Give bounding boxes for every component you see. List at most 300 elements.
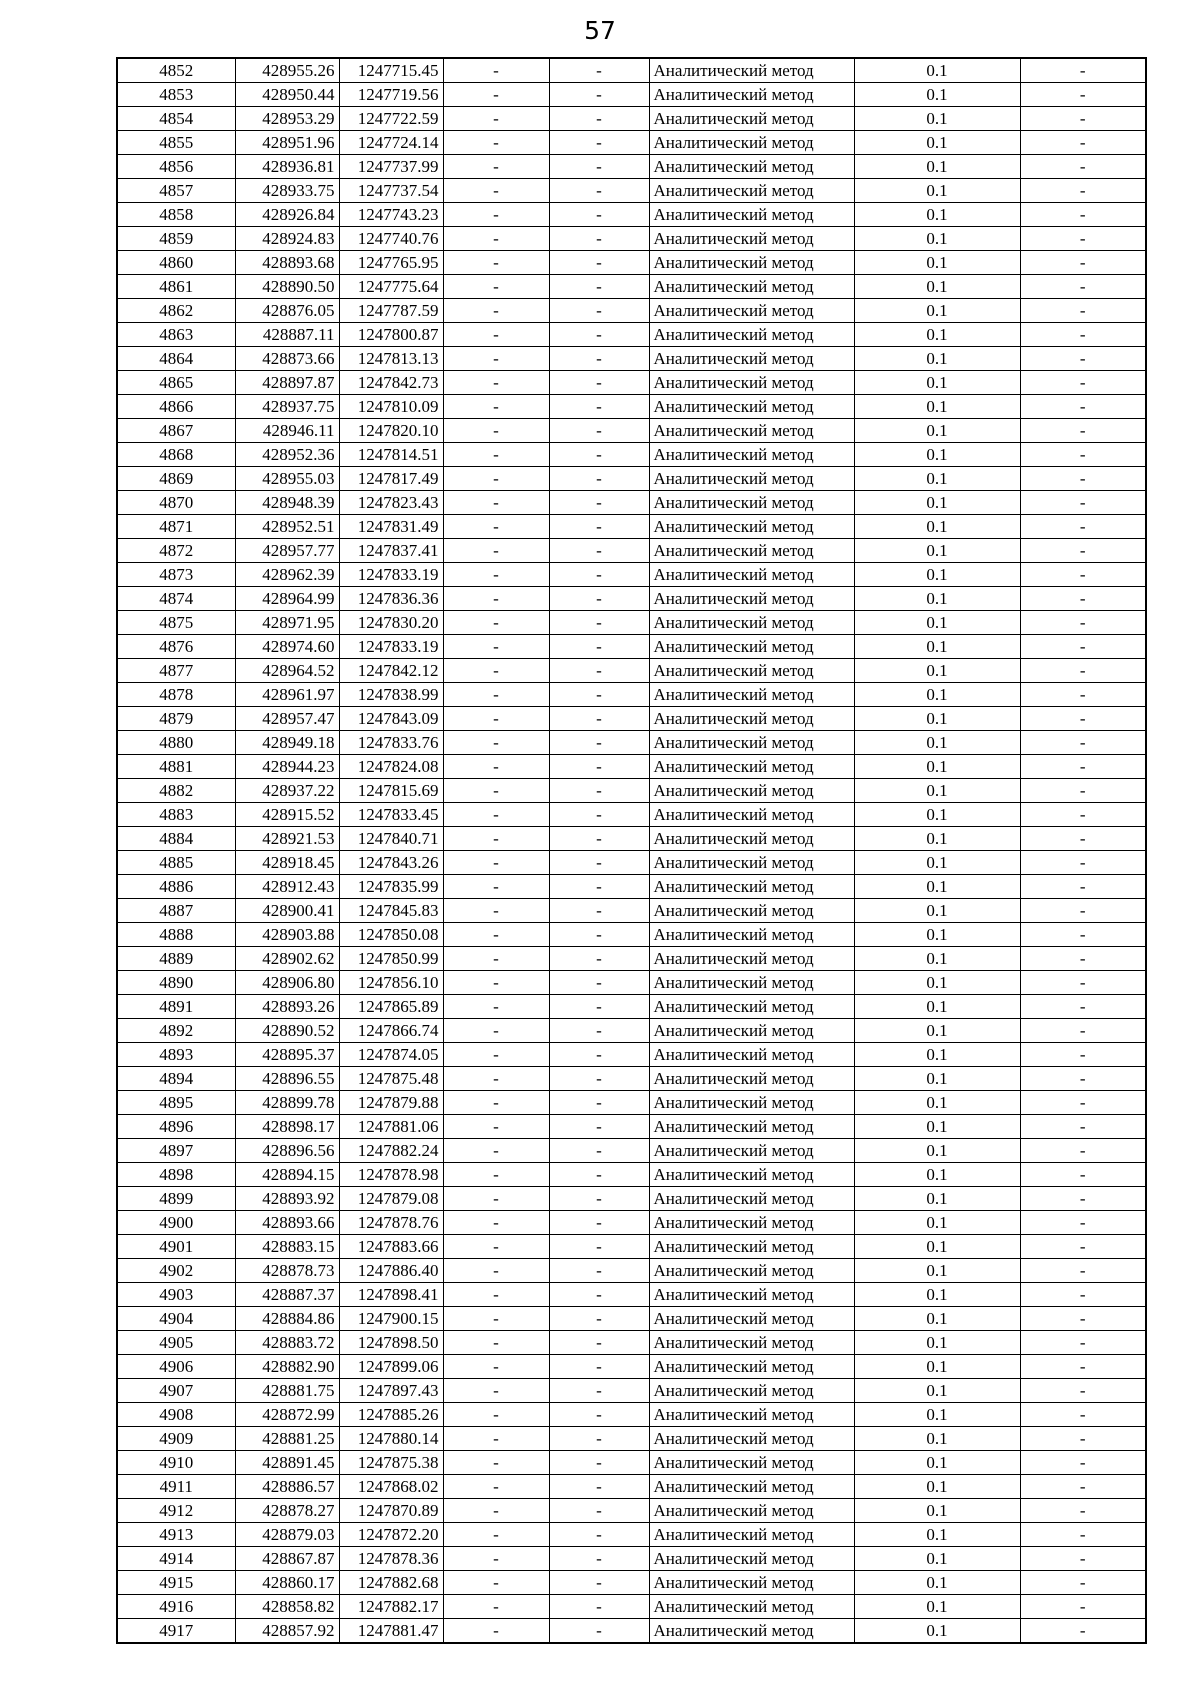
accuracy-cell: 0.1 [854,1091,1020,1115]
accuracy-cell: 0.1 [854,1259,1020,1283]
x-coordinate-cell: 428860.17 [235,1571,339,1595]
table-row [117,779,1146,803]
empty-cell: - [549,1307,649,1331]
point-number-cell: 4902 [117,1259,235,1283]
empty-cell: - [443,755,549,779]
table-row [117,227,1146,251]
method-cell: Аналитический метод [649,515,854,539]
empty-cell: - [549,179,649,203]
accuracy-cell: 0.1 [854,1115,1020,1139]
table-row [117,899,1146,923]
y-coordinate-cell: 1247882.68 [339,1571,443,1595]
method-cell: Аналитический метод [649,275,854,299]
x-coordinate-cell: 428887.11 [235,323,339,347]
method-cell: Аналитический метод [649,875,854,899]
x-coordinate-cell: 428948.39 [235,491,339,515]
empty-cell: - [1020,995,1146,1019]
empty-cell: - [1020,1139,1146,1163]
method-cell: Аналитический метод [649,1067,854,1091]
empty-cell: - [443,563,549,587]
empty-cell: - [443,1115,549,1139]
x-coordinate-cell: 428876.05 [235,299,339,323]
method-cell: Аналитический метод [649,491,854,515]
empty-cell: - [1020,371,1146,395]
table-row [117,467,1146,491]
accuracy-cell: 0.1 [854,755,1020,779]
x-coordinate-cell: 428878.27 [235,1499,339,1523]
accuracy-cell: 0.1 [854,587,1020,611]
empty-cell: - [443,1043,549,1067]
y-coordinate-cell: 1247878.98 [339,1163,443,1187]
empty-cell: - [443,58,549,83]
y-coordinate-cell: 1247885.26 [339,1403,443,1427]
x-coordinate-cell: 428937.75 [235,395,339,419]
empty-cell: - [1020,851,1146,875]
table-row [117,107,1146,131]
x-coordinate-cell: 428886.57 [235,1475,339,1499]
point-number-cell: 4856 [117,155,235,179]
y-coordinate-cell: 1247833.19 [339,563,443,587]
point-number-cell: 4879 [117,707,235,731]
accuracy-cell: 0.1 [854,58,1020,83]
empty-cell: - [443,1475,549,1499]
accuracy-cell: 0.1 [854,371,1020,395]
empty-cell: - [549,707,649,731]
table-row [117,707,1146,731]
point-number-cell: 4890 [117,971,235,995]
empty-cell: - [549,923,649,947]
empty-cell: - [443,707,549,731]
accuracy-cell: 0.1 [854,1403,1020,1427]
table-row [117,323,1146,347]
empty-cell: - [1020,155,1146,179]
empty-cell: - [443,1307,549,1331]
empty-cell: - [443,443,549,467]
point-number-cell: 4875 [117,611,235,635]
method-cell: Аналитический метод [649,1379,854,1403]
empty-cell: - [1020,515,1146,539]
empty-cell: - [1020,1571,1146,1595]
point-number-cell: 4913 [117,1523,235,1547]
y-coordinate-cell: 1247737.99 [339,155,443,179]
table-row [117,1043,1146,1067]
table-body [117,58,1146,1643]
empty-cell: - [549,1259,649,1283]
empty-cell: - [549,1355,649,1379]
page-number: 57 [584,16,616,45]
x-coordinate-cell: 428944.23 [235,755,339,779]
y-coordinate-cell: 1247900.15 [339,1307,443,1331]
x-coordinate-cell: 428915.52 [235,803,339,827]
y-coordinate-cell: 1247897.43 [339,1379,443,1403]
empty-cell: - [1020,659,1146,683]
empty-cell: - [1020,179,1146,203]
empty-cell: - [443,1163,549,1187]
point-number-cell: 4916 [117,1595,235,1619]
y-coordinate-cell: 1247881.47 [339,1619,443,1644]
empty-cell: - [549,635,649,659]
y-coordinate-cell: 1247880.14 [339,1427,443,1451]
empty-cell: - [549,731,649,755]
accuracy-cell: 0.1 [854,995,1020,1019]
y-coordinate-cell: 1247715.45 [339,58,443,83]
point-number-cell: 4872 [117,539,235,563]
empty-cell: - [549,323,649,347]
accuracy-cell: 0.1 [854,491,1020,515]
point-number-cell: 4874 [117,587,235,611]
y-coordinate-cell: 1247882.17 [339,1595,443,1619]
x-coordinate-cell: 428887.37 [235,1283,339,1307]
x-coordinate-cell: 428957.77 [235,539,339,563]
empty-cell: - [1020,443,1146,467]
y-coordinate-cell: 1247815.69 [339,779,443,803]
empty-cell: - [443,1139,549,1163]
empty-cell: - [443,899,549,923]
x-coordinate-cell: 428881.75 [235,1379,339,1403]
empty-cell: - [549,875,649,899]
empty-cell: - [1020,203,1146,227]
table-row [117,371,1146,395]
method-cell: Аналитический метод [649,1019,854,1043]
y-coordinate-cell: 1247875.48 [339,1067,443,1091]
empty-cell: - [1020,1595,1146,1619]
empty-cell: - [443,299,549,323]
x-coordinate-cell: 428873.66 [235,347,339,371]
empty-cell: - [1020,803,1146,827]
method-cell: Аналитический метод [649,1163,854,1187]
empty-cell: - [1020,131,1146,155]
empty-cell: - [443,1067,549,1091]
method-cell: Аналитический метод [649,1235,854,1259]
y-coordinate-cell: 1247833.19 [339,635,443,659]
x-coordinate-cell: 428961.97 [235,683,339,707]
empty-cell: - [549,1187,649,1211]
method-cell: Аналитический метод [649,755,854,779]
empty-cell: - [443,923,549,947]
empty-cell: - [1020,539,1146,563]
y-coordinate-cell: 1247737.54 [339,179,443,203]
empty-cell: - [549,1619,649,1644]
y-coordinate-cell: 1247842.73 [339,371,443,395]
empty-cell: - [443,1451,549,1475]
table-row [117,659,1146,683]
empty-cell: - [1020,1331,1146,1355]
empty-cell: - [1020,227,1146,251]
point-number-cell: 4865 [117,371,235,395]
accuracy-cell: 0.1 [854,1475,1020,1499]
accuracy-cell: 0.1 [854,1595,1020,1619]
empty-cell: - [1020,1211,1146,1235]
x-coordinate-cell: 428953.29 [235,107,339,131]
empty-cell: - [443,779,549,803]
method-cell: Аналитический метод [649,371,854,395]
y-coordinate-cell: 1247740.76 [339,227,443,251]
accuracy-cell: 0.1 [854,1139,1020,1163]
table-row [117,1475,1146,1499]
x-coordinate-cell: 428858.82 [235,1595,339,1619]
point-number-cell: 4891 [117,995,235,1019]
y-coordinate-cell: 1247878.76 [339,1211,443,1235]
empty-cell: - [549,299,649,323]
y-coordinate-cell: 1247831.49 [339,515,443,539]
point-number-cell: 4893 [117,1043,235,1067]
empty-cell: - [1020,683,1146,707]
empty-cell: - [549,1547,649,1571]
table-row [117,1211,1146,1235]
accuracy-cell: 0.1 [854,1019,1020,1043]
table-row [117,1619,1146,1644]
point-number-cell: 4914 [117,1547,235,1571]
empty-cell: - [549,971,649,995]
table-row [117,443,1146,467]
empty-cell: - [443,467,549,491]
empty-cell: - [443,1019,549,1043]
table-row [117,203,1146,227]
empty-cell: - [549,251,649,275]
empty-cell: - [1020,491,1146,515]
y-coordinate-cell: 1247870.89 [339,1499,443,1523]
point-number-cell: 4888 [117,923,235,947]
table-row [117,539,1146,563]
y-coordinate-cell: 1247823.43 [339,491,443,515]
method-cell: Аналитический метод [649,995,854,1019]
empty-cell: - [443,1211,549,1235]
table-row [117,1547,1146,1571]
point-number-cell: 4895 [117,1091,235,1115]
x-coordinate-cell: 428902.62 [235,947,339,971]
empty-cell: - [1020,83,1146,107]
method-cell: Аналитический метод [649,971,854,995]
method-cell: Аналитический метод [649,107,854,131]
point-number-cell: 4908 [117,1403,235,1427]
empty-cell: - [549,131,649,155]
accuracy-cell: 0.1 [854,155,1020,179]
point-number-cell: 4864 [117,347,235,371]
x-coordinate-cell: 428933.75 [235,179,339,203]
table-row [117,875,1146,899]
point-number-cell: 4871 [117,515,235,539]
table-row [117,1283,1146,1307]
point-number-cell: 4858 [117,203,235,227]
method-cell: Аналитический метод [649,419,854,443]
empty-cell: - [549,1043,649,1067]
empty-cell: - [443,131,549,155]
x-coordinate-cell: 428882.90 [235,1355,339,1379]
y-coordinate-cell: 1247765.95 [339,251,443,275]
empty-cell: - [549,947,649,971]
empty-cell: - [549,683,649,707]
point-number-cell: 4855 [117,131,235,155]
empty-cell: - [443,1331,549,1355]
table-row [117,1091,1146,1115]
empty-cell: - [443,1091,549,1115]
y-coordinate-cell: 1247850.99 [339,947,443,971]
x-coordinate-cell: 428955.03 [235,467,339,491]
x-coordinate-cell: 428903.88 [235,923,339,947]
accuracy-cell: 0.1 [854,515,1020,539]
method-cell: Аналитический метод [649,58,854,83]
accuracy-cell: 0.1 [854,299,1020,323]
point-number-cell: 4907 [117,1379,235,1403]
method-cell: Аналитический метод [649,1571,854,1595]
point-number-cell: 4898 [117,1163,235,1187]
empty-cell: - [443,491,549,515]
y-coordinate-cell: 1247843.26 [339,851,443,875]
table-row [117,58,1146,83]
method-cell: Аналитический метод [649,923,854,947]
y-coordinate-cell: 1247879.08 [339,1187,443,1211]
point-number-cell: 4897 [117,1139,235,1163]
point-number-cell: 4900 [117,1211,235,1235]
empty-cell: - [549,539,649,563]
y-coordinate-cell: 1247898.41 [339,1283,443,1307]
accuracy-cell: 0.1 [854,467,1020,491]
table-row [117,395,1146,419]
accuracy-cell: 0.1 [854,179,1020,203]
table-row [117,1523,1146,1547]
point-number-cell: 4912 [117,1499,235,1523]
empty-cell: - [1020,611,1146,635]
point-number-cell: 4853 [117,83,235,107]
empty-cell: - [443,419,549,443]
table-row [117,635,1146,659]
method-cell: Аналитический метод [649,155,854,179]
empty-cell: - [443,1355,549,1379]
point-number-cell: 4881 [117,755,235,779]
method-cell: Аналитический метод [649,851,854,875]
empty-cell: - [443,515,549,539]
empty-cell: - [1020,419,1146,443]
table-row [117,1235,1146,1259]
x-coordinate-cell: 428957.47 [235,707,339,731]
empty-cell: - [1020,467,1146,491]
empty-cell: - [549,371,649,395]
empty-cell: - [549,1211,649,1235]
y-coordinate-cell: 1247800.87 [339,323,443,347]
method-cell: Аналитический метод [649,707,854,731]
method-cell: Аналитический метод [649,227,854,251]
empty-cell: - [549,347,649,371]
accuracy-cell: 0.1 [854,1163,1020,1187]
table-row [117,299,1146,323]
y-coordinate-cell: 1247886.40 [339,1259,443,1283]
x-coordinate-cell: 428857.92 [235,1619,339,1644]
point-number-cell: 4877 [117,659,235,683]
empty-cell: - [443,155,549,179]
x-coordinate-cell: 428950.44 [235,83,339,107]
x-coordinate-cell: 428893.92 [235,1187,339,1211]
point-number-cell: 4886 [117,875,235,899]
point-number-cell: 4852 [117,58,235,83]
y-coordinate-cell: 1247833.76 [339,731,443,755]
method-cell: Аналитический метод [649,659,854,683]
accuracy-cell: 0.1 [854,875,1020,899]
x-coordinate-cell: 428872.99 [235,1403,339,1427]
table-row [117,803,1146,827]
x-coordinate-cell: 428890.50 [235,275,339,299]
x-coordinate-cell: 428952.36 [235,443,339,467]
table-row [117,347,1146,371]
table-row [117,755,1146,779]
method-cell: Аналитический метод [649,299,854,323]
x-coordinate-cell: 428974.60 [235,635,339,659]
method-cell: Аналитический метод [649,1091,854,1115]
table-row [117,1259,1146,1283]
table-row [117,419,1146,443]
empty-cell: - [549,1427,649,1451]
y-coordinate-cell: 1247868.02 [339,1475,443,1499]
empty-cell: - [1020,1547,1146,1571]
table-row [117,1067,1146,1091]
empty-cell: - [549,155,649,179]
accuracy-cell: 0.1 [854,419,1020,443]
x-coordinate-cell: 428899.78 [235,1091,339,1115]
accuracy-cell: 0.1 [854,1331,1020,1355]
point-number-cell: 4862 [117,299,235,323]
empty-cell: - [549,515,649,539]
y-coordinate-cell: 1247840.71 [339,827,443,851]
table-row [117,1115,1146,1139]
x-coordinate-cell: 428896.55 [235,1067,339,1091]
empty-cell: - [443,83,549,107]
y-coordinate-cell: 1247850.08 [339,923,443,947]
x-coordinate-cell: 428926.84 [235,203,339,227]
empty-cell: - [1020,251,1146,275]
table-row [117,587,1146,611]
point-number-cell: 4880 [117,731,235,755]
y-coordinate-cell: 1247879.88 [339,1091,443,1115]
point-number-cell: 4887 [117,899,235,923]
method-cell: Аналитический метод [649,731,854,755]
empty-cell: - [549,611,649,635]
accuracy-cell: 0.1 [854,1523,1020,1547]
table-row [117,1403,1146,1427]
table-row [117,947,1146,971]
empty-cell: - [443,1523,549,1547]
point-number-cell: 4889 [117,947,235,971]
empty-cell: - [443,1571,549,1595]
x-coordinate-cell: 428894.15 [235,1163,339,1187]
accuracy-cell: 0.1 [854,1235,1020,1259]
accuracy-cell: 0.1 [854,1355,1020,1379]
point-number-cell: 4867 [117,419,235,443]
method-cell: Аналитический метод [649,1187,854,1211]
point-number-cell: 4876 [117,635,235,659]
table-row [117,275,1146,299]
empty-cell: - [549,1163,649,1187]
empty-cell: - [1020,875,1146,899]
method-cell: Аналитический метод [649,1499,854,1523]
x-coordinate-cell: 428937.22 [235,779,339,803]
method-cell: Аналитический метод [649,1427,854,1451]
method-cell: Аналитический метод [649,1619,854,1644]
accuracy-cell: 0.1 [854,947,1020,971]
empty-cell: - [1020,1115,1146,1139]
table-row [117,971,1146,995]
y-coordinate-cell: 1247814.51 [339,443,443,467]
x-coordinate-cell: 428891.45 [235,1451,339,1475]
empty-cell: - [1020,1619,1146,1644]
accuracy-cell: 0.1 [854,851,1020,875]
method-cell: Аналитический метод [649,395,854,419]
y-coordinate-cell: 1247824.08 [339,755,443,779]
empty-cell: - [1020,1163,1146,1187]
method-cell: Аналитический метод [649,1211,854,1235]
y-coordinate-cell: 1247838.99 [339,683,443,707]
empty-cell: - [1020,1523,1146,1547]
point-number-cell: 4909 [117,1427,235,1451]
table-row [117,611,1146,635]
